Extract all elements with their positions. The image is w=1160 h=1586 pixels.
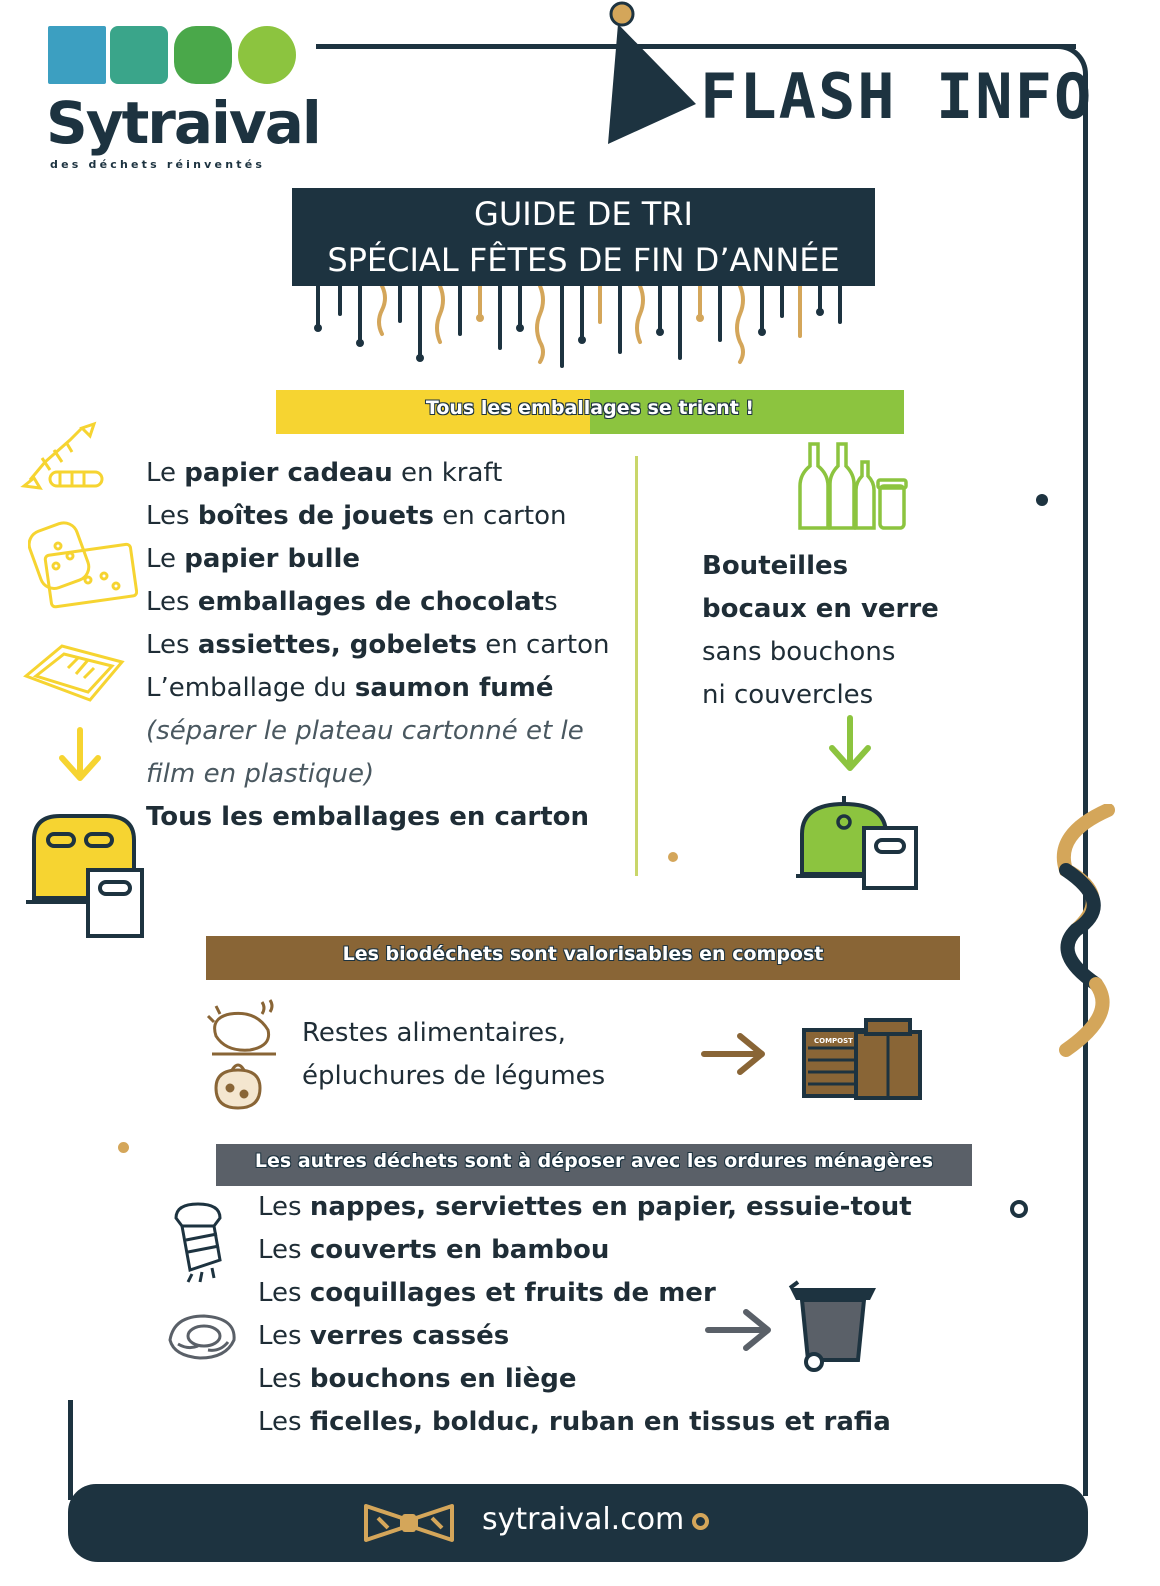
arrow-right-icon: [704, 1306, 774, 1354]
list-item: Les emballages de chocolats: [146, 587, 558, 617]
guide-title-line2: SPÉCIAL FÊTES DE FIN D’ANNÉE: [327, 241, 840, 279]
list-item: Les bouchons en liège: [258, 1364, 577, 1394]
flash-info-heading: FLASH INFO: [700, 60, 1094, 133]
list-item: Les coquillages et fruits de mer: [258, 1278, 716, 1308]
list-item: L’emballage du saumon fumé: [146, 673, 554, 703]
ring-decoration: [1010, 1200, 1028, 1218]
glass-line: bocaux en verre: [702, 594, 939, 624]
glass-line: sans bouchons: [702, 637, 896, 667]
guide-title: [292, 188, 875, 286]
footer-website-link[interactable]: sytraival.com: [482, 1502, 685, 1537]
recycle-list: [146, 452, 609, 839]
dot-decoration: [118, 1142, 129, 1153]
bubble-wrap-icon: [28, 516, 138, 616]
glass-line: Bouteilles: [702, 551, 849, 581]
vegetables-icon: [210, 1060, 266, 1112]
yellow-bin-icon: [24, 810, 148, 940]
compost-bin-icon: [800, 1016, 926, 1102]
logo-square: [48, 26, 106, 84]
guide-title-line1: GUIDE DE TRI: [474, 195, 693, 233]
arrow-down-icon: [56, 726, 104, 786]
list-item: Les ficelles, bolduc, ruban en tissus et rafia: [258, 1407, 891, 1437]
tray-icon: [18, 632, 128, 712]
logo-wordmark: Sytraival: [46, 89, 320, 157]
list-item: Les verres cassés: [258, 1321, 510, 1351]
list-item-final: Tous les emballages en carton: [146, 802, 590, 832]
pepper-mill-icon: [162, 1200, 242, 1286]
glass-line: ni couvercles: [702, 680, 874, 710]
compost-banner-text: Les biodéchets sont valorisables en compost: [342, 943, 824, 965]
list-item: Le papier bulle: [146, 544, 361, 574]
column-divider: [635, 456, 638, 876]
logo-tagline: des déchets réinventés: [50, 158, 266, 171]
logo-square: [238, 26, 296, 84]
frame-left-bottom: [68, 1400, 73, 1500]
list-item: Les boîtes de jouets en carton: [146, 501, 567, 531]
compost-bin-label: COMPOST: [814, 1037, 853, 1045]
party-hat-icon: [596, 0, 706, 150]
ring-decoration: [692, 1513, 709, 1530]
compost-line: épluchures de légumes: [302, 1061, 606, 1091]
glass-text: [702, 545, 939, 717]
list-item: Les assiettes, gobelets en carton: [146, 630, 610, 660]
note-line: (séparer le plateau cartonné et le: [146, 716, 584, 746]
bow-tie-icon: [362, 1500, 456, 1544]
glass-container-icon: [794, 794, 920, 894]
arrow-down-icon: [826, 714, 874, 776]
logo-square: [174, 26, 232, 84]
note-line: film en plastique): [146, 759, 375, 789]
candy-icon: [20, 420, 105, 495]
arrow-right-icon: [700, 1030, 768, 1078]
logo-square: [110, 26, 168, 84]
list-item: Le papier cadeau en kraft: [146, 458, 503, 488]
dot-decoration: [1036, 494, 1048, 506]
compost-text: [302, 1012, 605, 1098]
roast-chicken-icon: [206, 996, 280, 1060]
compost-line: Restes alimentaires,: [302, 1018, 566, 1048]
streamers-decoration: [300, 286, 870, 376]
oyster-icon: [164, 1310, 240, 1362]
list-item: Les nappes, serviettes en papier, essuie-tout: [258, 1192, 912, 1222]
list-item: Les couverts en bambou: [258, 1235, 610, 1265]
recycle-banner-text: Tous les emballages se trient !: [425, 397, 755, 419]
household-banner-text: Les autres déchets sont à déposer avec les ordures ménagères: [254, 1150, 934, 1172]
serpentine-decoration: [1046, 804, 1126, 1060]
trash-bin-icon: [784, 1280, 884, 1374]
dot-decoration: [668, 852, 678, 862]
frame-right: [1083, 86, 1088, 1496]
bottles-icon: [798, 440, 910, 532]
